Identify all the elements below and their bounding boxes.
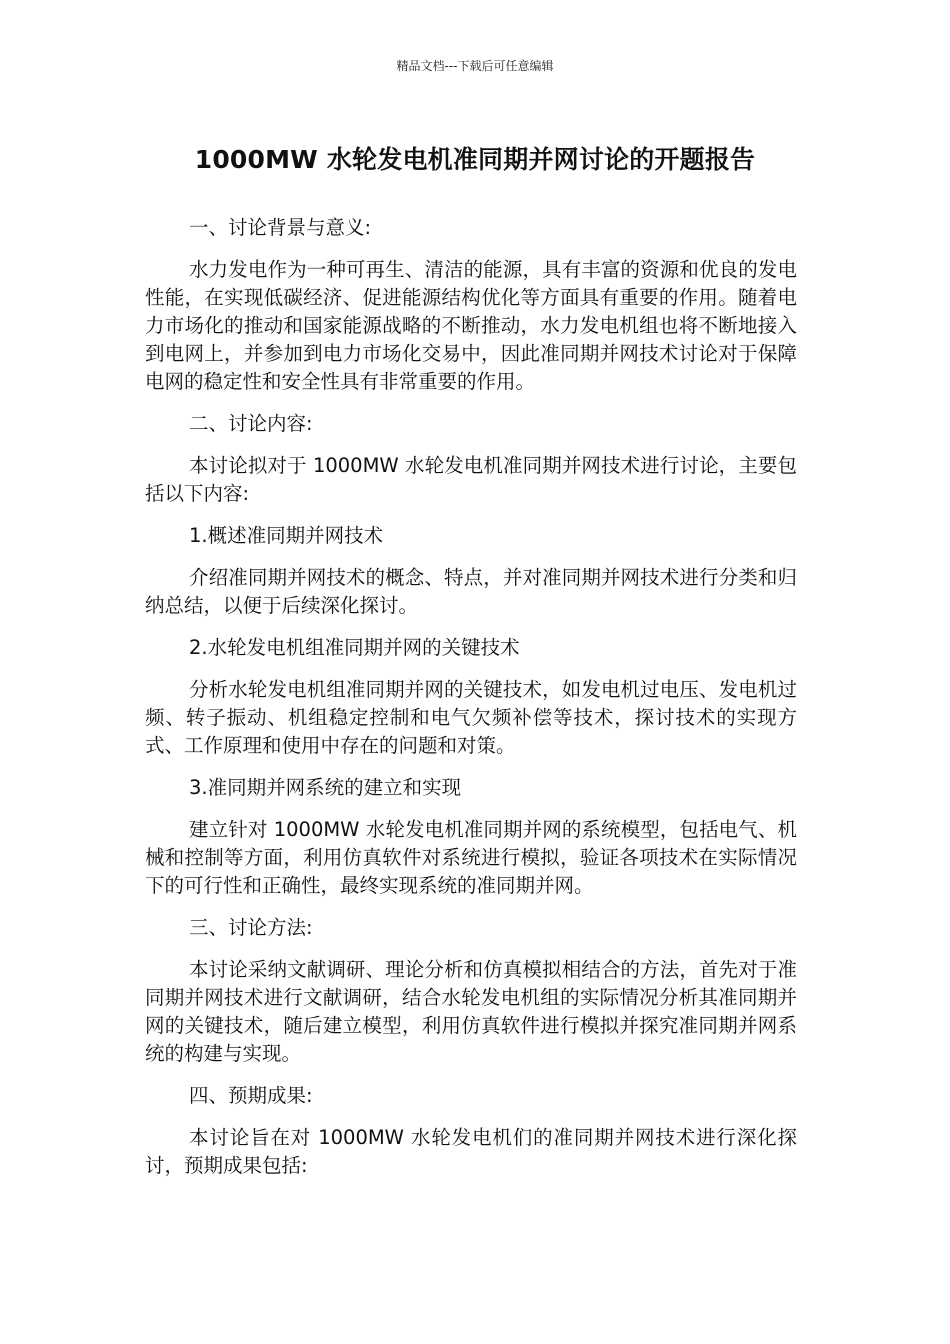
paragraph-background: 水力发电作为一种可再生、清洁的能源，具有丰富的资源和优良的发电性能，在实现低碳经济、促进能源结构优化等方面具有重要的作用。随着电力市场化的推动和国家能源战略的不断推动，水力发电机组也将不断地接入到电网上，并参加到电力市场化交易中，因此准同期并网技术讨论对于保障电网的稳定性和安全性具有非常重要的作用。 (145, 258, 797, 393)
paragraph-system: 建立针对 1000MW 水轮发电机准同期并网的系统模型，包括电气、机械和控制等方面，利用仿真软件对系统进行模拟，验证各项技术在实际情况下的可行性和正确性，最终实现系统的准同期并网。 (145, 818, 797, 897)
document-body (145, 214, 797, 1194)
section-heading-content: 二、讨论内容: (189, 412, 313, 435)
paragraph-results: 本讨论旨在对 1000MW 水轮发电机们的准同期并网技术进行深化探讨，预期成果包括: (145, 1126, 797, 1177)
paragraph-key-technology: 分析水轮发电机组准同期并网的关键技术，如发电机过电压、发电机过频、转子振动、机组稳定控制和电气欠频补偿等技术，探讨技术的实现方式、工作原理和使用中存在的问题和对策。 (145, 678, 797, 757)
paragraph-method: 本讨论采纳文献调研、理论分析和仿真模拟相结合的方法，首先对于准同期并网技术进行文献调研，结合水轮发电机组的实际情况分析其准同期并网的关键技术，随后建立模型，利用仿真软件进行模拟并探究准同期并网系统的构建与实现。 (145, 958, 797, 1065)
subheading-system: 3.准同期并网系统的建立和实现 (189, 776, 462, 799)
header-note: 精品文档---下载后可任意编辑 (396, 59, 554, 73)
section-heading-results: 四、预期成果: (189, 1084, 313, 1107)
paragraph-content-intro: 本讨论拟对于 1000MW 水轮发电机准同期并网技术进行讨论，主要包括以下内容: (145, 454, 797, 505)
subheading-overview: 1.概述准同期并网技术 (189, 524, 384, 547)
paragraph-overview: 介绍准同期并网技术的概念、特点，并对准同期并网技术进行分类和归纳总结，以便于后续深化探讨。 (145, 566, 797, 617)
document-title: 1000MW 水轮发电机准同期并网讨论的开题报告 (194, 145, 756, 174)
section-heading-background: 一、讨论背景与意义: (189, 216, 372, 239)
subheading-key-technology: 2.水轮发电机组准同期并网的关键技术 (189, 636, 520, 659)
section-heading-method: 三、讨论方法: (189, 916, 313, 939)
